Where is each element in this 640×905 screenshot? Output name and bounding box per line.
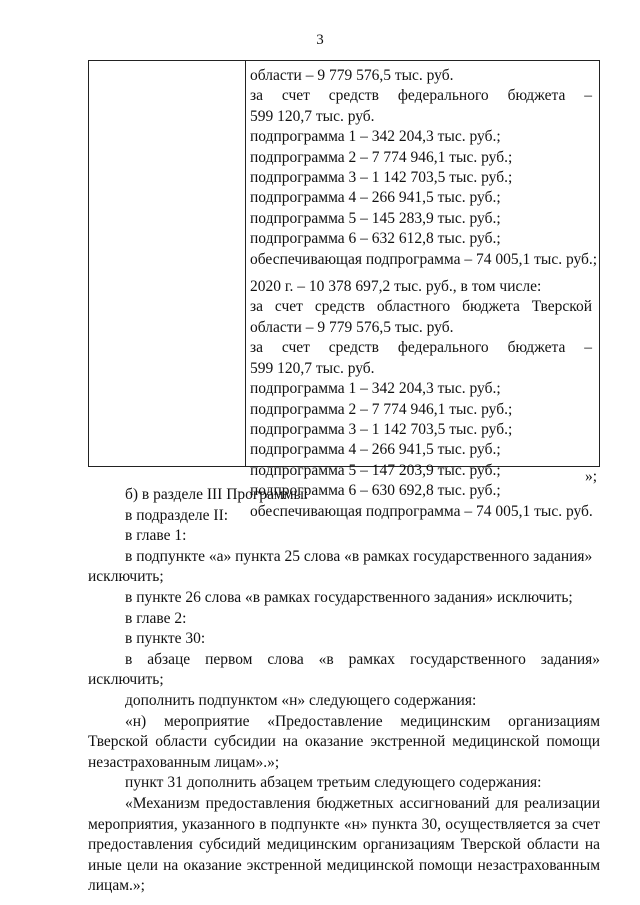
table-line: подпрограмма 6 – 630 692,8 тыс. руб.;: [250, 482, 501, 500]
paragraph-line: в пункте 26 слова «в рамках государственного задания» исключить;: [125, 588, 573, 606]
table-line: подпрограмма 6 – 632 612,8 тыс. руб.;: [250, 230, 501, 248]
table-line: подпрограмма 1 – 342 204,3 тыс. руб.;: [250, 380, 501, 398]
table-line: подпрограмма 3 – 1 142 703,5 тыс. руб.;: [250, 169, 513, 187]
table-line: подпрограмма 3 – 1 142 703,5 тыс. руб.;: [250, 420, 513, 438]
paragraph-line: исключить;: [88, 671, 164, 689]
paragraph-line: «н) мероприятие «Предоставление медицинским организациям: [125, 712, 600, 730]
table-line: за счет средств федерального бюджета –: [250, 87, 592, 105]
table-line: 599 120,7 тыс. руб.: [250, 107, 375, 125]
paragraph-line: в пункте 30:: [125, 630, 206, 648]
table-line: обеспечивающая подпрограмма – 74 005,1 тыс. руб.: [250, 502, 593, 520]
table-line: подпрограмма 5 – 145 283,9 тыс. руб.;: [250, 209, 501, 227]
table-spacer: [250, 270, 592, 277]
paragraph-line: незастрахованным лицам».»;: [88, 753, 280, 771]
paragraph-line: в абзаце первом слова «в рамках государственного задания»: [125, 650, 600, 668]
table-line: подпрограмма 4 – 266 941,5 тыс. руб.;: [250, 441, 501, 459]
table-line: области – 9 779 576,5 тыс. руб.: [250, 318, 454, 336]
paragraph-line: лицам.»;: [88, 877, 145, 895]
table-line: области – 9 779 576,5 тыс. руб.: [250, 67, 454, 84]
document-body: [88, 485, 600, 897]
table-line: подпрограмма 1 – 342 204,3 тыс. руб.;: [250, 128, 501, 146]
paragraph-line: пункт 31 дополнить абзацем третьим следующего содержания:: [125, 774, 542, 792]
paragraph-line: в подпункте «а» пункта 25 слова «в рамках государственного задания»: [125, 547, 593, 565]
paragraph-line: исключить;: [88, 568, 164, 586]
paragraph-line: предоставления субсидий медицинским организациям Тверской области на: [88, 836, 600, 854]
paragraph-line: иные цели на оказание экстренной медицинской помощи незастрахованным: [88, 856, 600, 874]
table-line: подпрограмма 2 – 7 774 946,1 тыс. руб.;: [250, 400, 513, 418]
table-line: 2020 г. – 10 378 697,2 тыс. руб., в том числе:: [250, 278, 542, 296]
table-line: 599 120,7 тыс. руб.: [250, 359, 375, 377]
table-line: подпрограмма 5 – 147 203,9 тыс. руб.;: [250, 461, 501, 479]
table-line: за счет средств федерального бюджета –: [250, 339, 592, 357]
paragraph-line: Тверской области субсидии на оказание экстренной медицинской помощи: [88, 733, 600, 751]
closing-quote: »;: [585, 468, 598, 485]
table-column-divider: [245, 61, 246, 466]
paragraph-line: в главе 2:: [125, 609, 187, 627]
table-line: подпрограмма 2 – 7 774 946,1 тыс. руб.;: [250, 148, 513, 166]
paragraph-line: в подразделе II:: [125, 506, 229, 524]
table-line: за счет средств областного бюджета Тверской: [250, 298, 592, 316]
paragraph-line: б) в разделе III Программы:: [125, 486, 309, 503]
table-line: обеспечивающая подпрограмма – 74 005,1 тыс. руб.;: [250, 250, 598, 268]
paragraph-line: мероприятия, указанного в подпункте «н» пункта 30, осуществляется за счет: [88, 815, 600, 833]
table-line: подпрограмма 4 – 266 941,5 тыс. руб.;: [250, 189, 501, 207]
paragraph-line: в главе 1:: [125, 527, 187, 545]
table-right-cell: [250, 66, 598, 522]
paragraph-line: «Механизм предоставления бюджетных ассигнований для реализации: [125, 794, 600, 812]
paragraph-line: дополнить подпунктом «н» следующего содержания:: [125, 691, 477, 709]
page-number: 3: [316, 32, 324, 48]
